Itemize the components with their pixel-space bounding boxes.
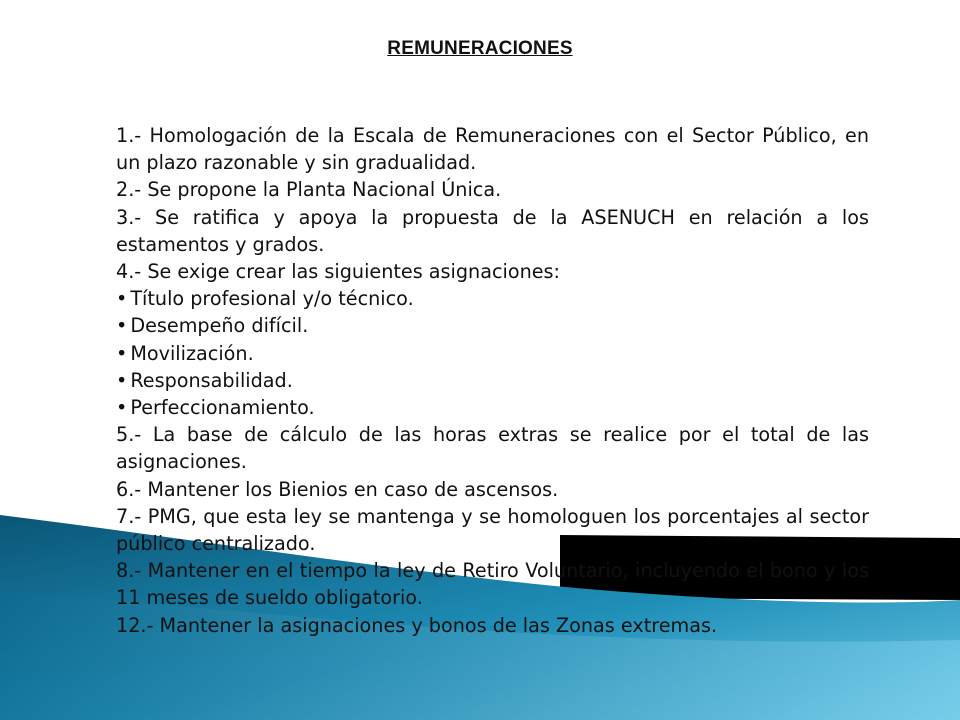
bullet-responsabilidad: • Responsabilidad.: [116, 367, 869, 394]
item-5: 5.- La base de cálculo de las horas extras se realice por el total de las asignaciones.: [116, 423, 869, 474]
item-1: 1.- Homologación de la Escala de Remuneraciones con el Sector Público, en un plazo razonable y sin gradualidad.: [116, 124, 869, 175]
bullet-perfeccionamiento: • Perfeccionamiento.: [116, 394, 869, 421]
item-7: 7.- PMG, que esta ley se mantenga y se homologuen los porcentajes al sector público centralizado.: [116, 504, 869, 556]
item-6: 6.- Mantener los Bienios en caso de ascensos.: [116, 477, 559, 501]
bullet-desempeno: • Desempeño difícil.: [116, 312, 869, 339]
bullet-titulo: • Título profesional y/o técnico.: [116, 285, 869, 312]
document-title: REMUNERACIONES: [387, 38, 573, 59]
bullet-movilizacion: • Movilización.: [116, 340, 869, 367]
item-12: 12.- Mantener la asignaciones y bonos de las Zonas extremas.: [116, 613, 718, 637]
item-4: 4.- Se exige crear las siguientes asignaciones:: [116, 260, 561, 284]
item-2: 2.- Se propone la Planta Nacional Única.: [116, 178, 502, 202]
document-body: [116, 122, 869, 639]
item-8: 8.- Mantener en el tiempo la ley de Retiro Voluntario, incluyendo el bono y los 11 meses de sueldo obligatorio.: [116, 559, 869, 610]
item-3: 3.- Se ratifica y apoya la propuesta de la ASENUCH en relación a los estamentos y grados.: [116, 205, 869, 256]
